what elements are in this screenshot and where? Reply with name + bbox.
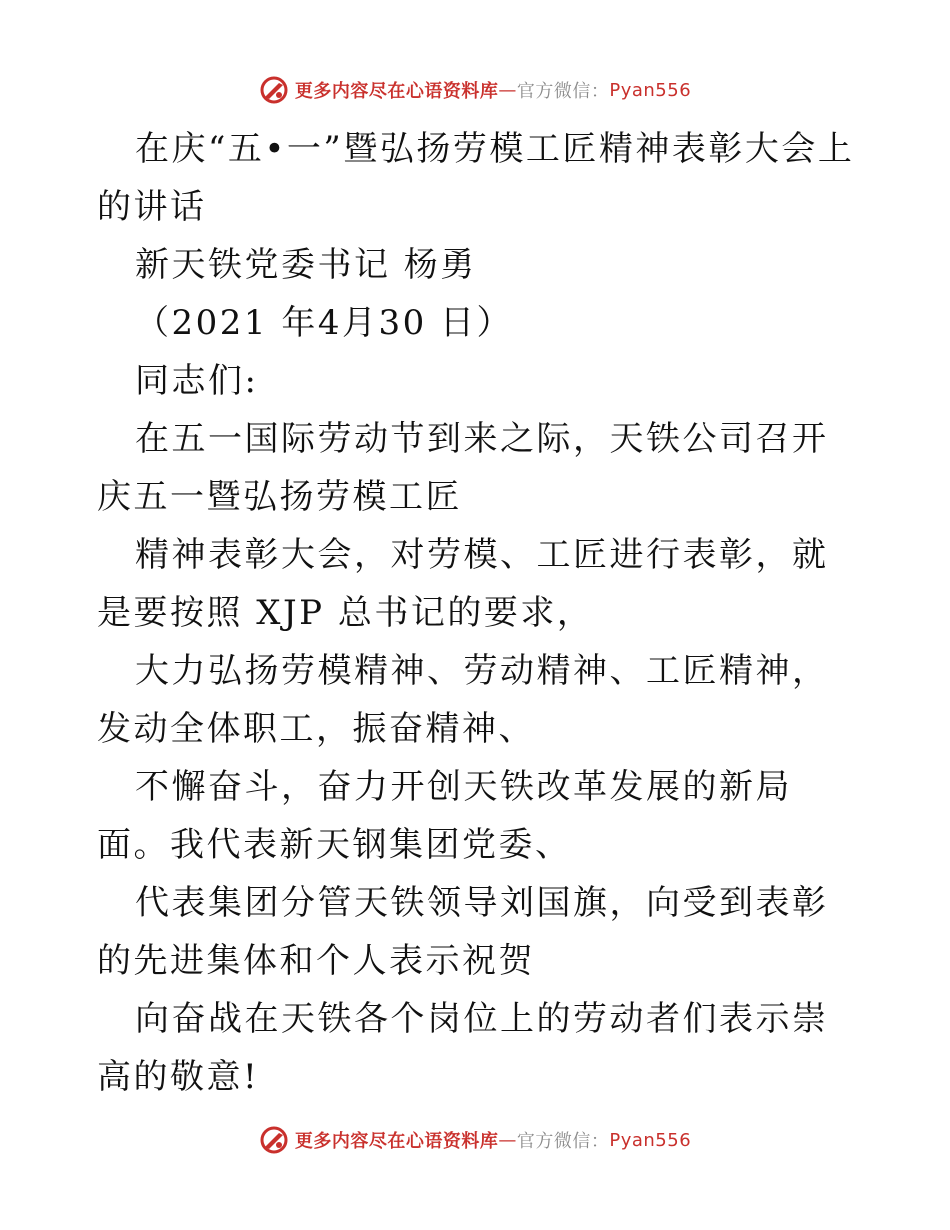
salutation: 同志们:: [135, 361, 259, 401]
watermark-brand: 更多内容尽在心语资料库: [294, 81, 499, 102]
paragraph: 向奋战在天铁各个岗位上的劳动者们表示崇高的敬意!: [97, 999, 829, 1097]
watermark-dash: —: [498, 79, 517, 101]
paragraph: 在五一国际劳动节到来之际，天铁公司召开庆五一暨弘扬劳模工匠: [97, 419, 829, 517]
author-line: 新天铁党委书记 杨勇: [135, 245, 477, 285]
paragraph: 精神表彰大会，对劳模、工匠进行表彰，就是要按照 XJP 总书记的要求，: [97, 535, 829, 633]
document-body: [97, 120, 857, 1106]
footer-watermark: [0, 1120, 950, 1160]
title-line-1: 在庆“五•一”暨弘扬劳模工匠精神表彰大会上: [135, 129, 855, 169]
paragraph: 大力弘扬劳模精神、劳动精神、工匠精神，发动全体职工，振奋精神、: [97, 651, 829, 749]
watermark-handle: Pyan556: [609, 79, 692, 101]
watermark-label: 官方微信：: [516, 1131, 610, 1152]
paragraph: 不懈奋斗，奋力开创天铁改革发展的新局面。我代表新天钢集团党委、: [97, 767, 792, 865]
watermark-dash: —: [498, 1129, 517, 1151]
brush-circle-icon: [259, 1125, 289, 1155]
header-watermark: [0, 70, 950, 110]
watermark-handle: Pyan556: [609, 1129, 692, 1151]
watermark-label: 官方微信：: [516, 81, 610, 102]
title-line-2: 的讲话: [97, 187, 207, 227]
paragraph: 代表集团分管天铁领导刘国旗，向受到表彰的先进集体和个人表示祝贺: [97, 883, 829, 981]
brush-circle-icon: [259, 75, 289, 105]
date-line: （2021 年4月30 日）: [135, 303, 514, 343]
watermark-brand: 更多内容尽在心语资料库: [294, 1131, 499, 1152]
